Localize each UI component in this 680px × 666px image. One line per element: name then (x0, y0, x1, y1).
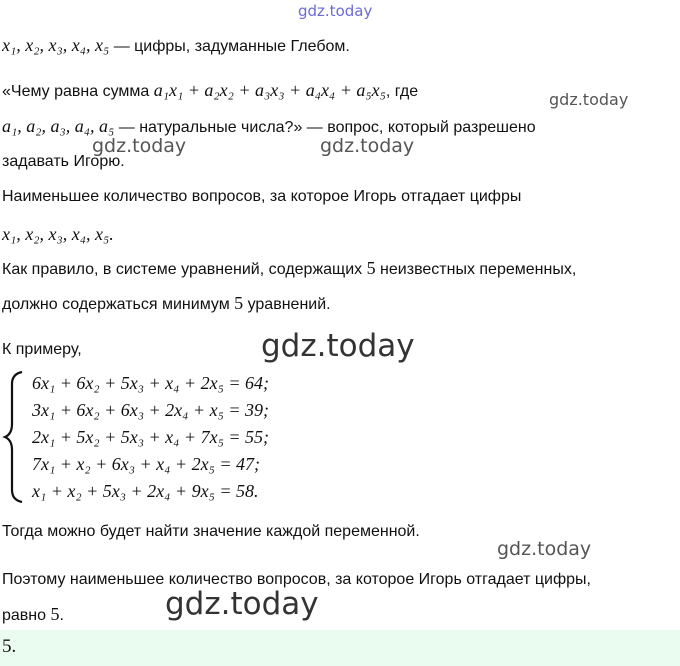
watermark: gdz.today (497, 538, 592, 560)
watermark: gdz.today (549, 90, 629, 109)
equation-row: 3x₁ + 6x₂ + 6x₃ + 2x₄ + x₅ = 39; (32, 400, 269, 420)
rule-line-2 (2, 292, 331, 316)
variables-line (2, 223, 114, 247)
variables-list: x₁, x₂, x₃, x₄, x₅. (2, 224, 114, 244)
question-tail: , где (385, 83, 419, 100)
rule-number: 5 (366, 258, 376, 278)
question-line-3 (2, 151, 125, 173)
result-line-2 (2, 603, 64, 627)
watermark-large: gdz.today (165, 586, 319, 622)
rule-text: Как правило, в системе уравнений, содержащих (2, 261, 367, 278)
watermark-large: gdz.today (261, 328, 415, 364)
coefficients-list: a₁, a₂, a₃, a₄, a₅ (2, 116, 115, 136)
example-line (2, 339, 82, 361)
watermark-top: gdz.today (298, 2, 373, 20)
question-lead: «Чему равна сумма (2, 83, 154, 100)
conclusion-line (2, 521, 420, 543)
result-text: Поэтому наименьшее количество вопросов, за которое Игорь отгадает цифры, (2, 571, 591, 588)
variables-list: x₁, x₂, x₃, x₄, x₅ (2, 35, 110, 55)
question-text: задавать Игорю. (2, 153, 125, 170)
rule-text: уравнений. (243, 296, 331, 313)
sum-expression: a₁x₁ + a₂x₂ + a₃x₃ + a₄x₄ + a₅x₅ (153, 80, 386, 100)
result-number: 5 (50, 604, 60, 624)
conclusion-text: Тогда можно будет найти значение каждой переменной. (2, 523, 420, 540)
question-line-2 (2, 115, 536, 139)
rule-line-1 (2, 257, 576, 281)
watermark: gdz.today (92, 135, 187, 157)
answer-value: 5. (2, 636, 17, 657)
equation-row: 7x₁ + x₂ + 6x₃ + x₄ + 2x₅ = 47; (32, 454, 260, 474)
answer-bar (0, 630, 680, 666)
equation-row: x₁ + x₂ + 5x₃ + 2x₄ + 9x₅ = 58. (32, 481, 259, 501)
paragraph-digits (2, 34, 350, 58)
rule-number: 5 (234, 293, 244, 313)
watermark: gdz.today (320, 135, 415, 157)
paragraph-text: — цифры, задуманные Глебом. (109, 38, 350, 55)
result-text: . (59, 607, 64, 624)
rule-text: должно содержаться минимум (2, 296, 235, 313)
result-text: равно (2, 607, 51, 624)
left-brace-icon (2, 370, 28, 504)
min-questions-line (2, 186, 521, 208)
equation-system (2, 370, 382, 504)
equation-row: 2x₁ + 5x₂ + 5x₃ + x₄ + 7x₅ = 55; (32, 427, 269, 447)
question-text: — натуральные числа?» — вопрос, который разрешено (114, 119, 536, 136)
rule-text: неизвестных переменных, (375, 261, 577, 278)
result-line-1 (2, 569, 591, 591)
example-text: К примеру, (2, 341, 82, 358)
question-line-1 (2, 79, 418, 103)
min-questions-text: Наименьшее количество вопросов, за которое Игорь отгадает цифры (2, 188, 522, 205)
equation-row: 6x₁ + 6x₂ + 5x₃ + x₄ + 2x₅ = 64; (32, 373, 269, 393)
equation-lines (32, 370, 269, 505)
